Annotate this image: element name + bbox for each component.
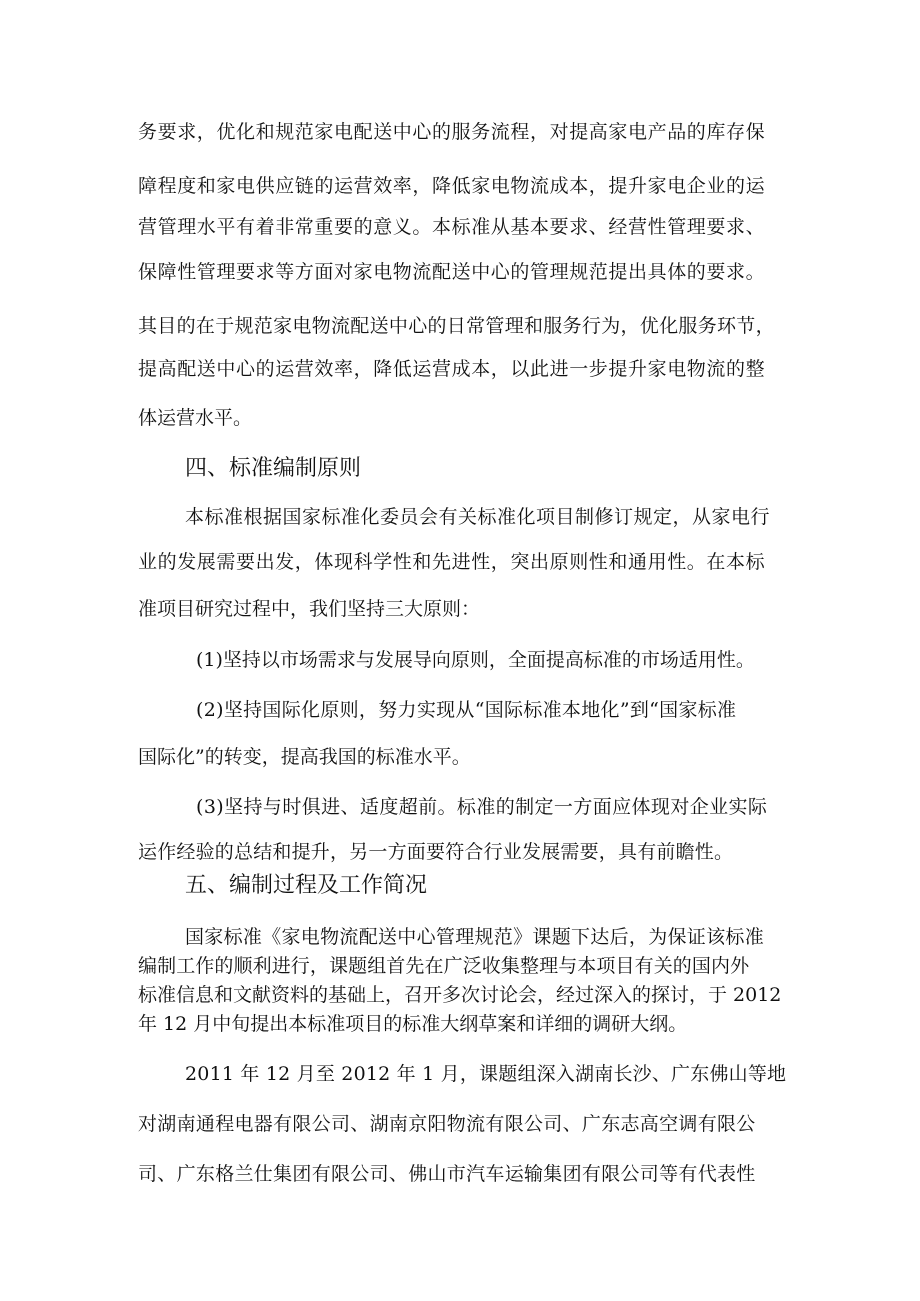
paragraph-line: 标准信息和文献资料的基础上，召开多次讨论会，经过深入的探讨，于 2012 xyxy=(138,984,782,1006)
section-heading-4: 四、标准编制原则 xyxy=(185,456,362,481)
paragraph-line: 运作经验的总结和提升，另一方面要符合行业发展需要，具有前瞻性。 xyxy=(138,841,734,863)
paragraph-line: 务要求，优化和规范家电配送中心的服务流程，对提高家电产品的库存保 xyxy=(138,121,766,143)
paragraph-line: 体运营水平。 xyxy=(138,407,253,429)
paragraph-line: 编制工作的顺利进行，课题组首先在广泛收集整理与本项目有关的国内外 xyxy=(138,955,750,977)
paragraph-line: 2011 年 12 月至 2012 年 1 月，课题组深入湖南长沙、广东佛山等地 xyxy=(185,1063,787,1085)
principle-3: (3)坚持与时俱进、适度超前。标准的制定一方面应体现对企业实际 xyxy=(196,796,768,818)
paragraph-line: 本标准根据国家标准化委员会有关标准化项目制修订规定，从家电行 xyxy=(185,506,771,528)
paragraph-line: 对湖南通程电器有限公司、湖南京阳物流有限公司、广东志高空调有限公 xyxy=(138,1113,756,1135)
paragraph-line: 其目的在于规范家电物流配送中心的日常管理和服务行为，优化服务环节， xyxy=(138,315,775,337)
paragraph-line: 业的发展需要出发，体现科学性和先进性，突出原则性和通用性。在本标 xyxy=(138,551,766,573)
paragraph-line: 提高配送中心的运营效率，降低运营成本，以此进一步提升家电物流的整 xyxy=(138,358,766,380)
paragraph-line: 准项目研究过程中，我们坚持三大原则： xyxy=(138,598,481,620)
paragraph-line: 国家标准《家电物流配送中心管理规范》课题下达后，为保证该标准 xyxy=(185,926,765,948)
paragraph-line: 国际化”的转变，提高我国的标准水平。 xyxy=(138,746,471,768)
principle-1: (1)坚持以市场需求与发展导向原则，全面提高标准的市场适用性。 xyxy=(196,649,755,671)
paragraph-line: 保障性管理要求等方面对家电物流配送中心的管理规范提出具体的要求。 xyxy=(138,261,766,283)
principle-2: (2)坚持国际化原则，努力实现从“国际标准本地化”到“国家标准 xyxy=(196,699,737,721)
paragraph-line: 年 12 月中旬提出本标准项目的标准大纲草案和详细的调研大纲。 xyxy=(138,1013,688,1035)
paragraph-line: 司、广东格兰仕集团有限公司、佛山市汽车运输集团有限公司等有代表性 xyxy=(138,1163,756,1185)
paragraph-line: 营管理水平有着非常重要的意义。本标准从基本要求、经营性管理要求、 xyxy=(138,216,766,238)
section-heading-5: 五、编制过程及工作简况 xyxy=(185,873,428,898)
paragraph-line: 障程度和家电供应链的运营效率，降低家电物流成本，提升家电企业的运 xyxy=(138,175,766,197)
